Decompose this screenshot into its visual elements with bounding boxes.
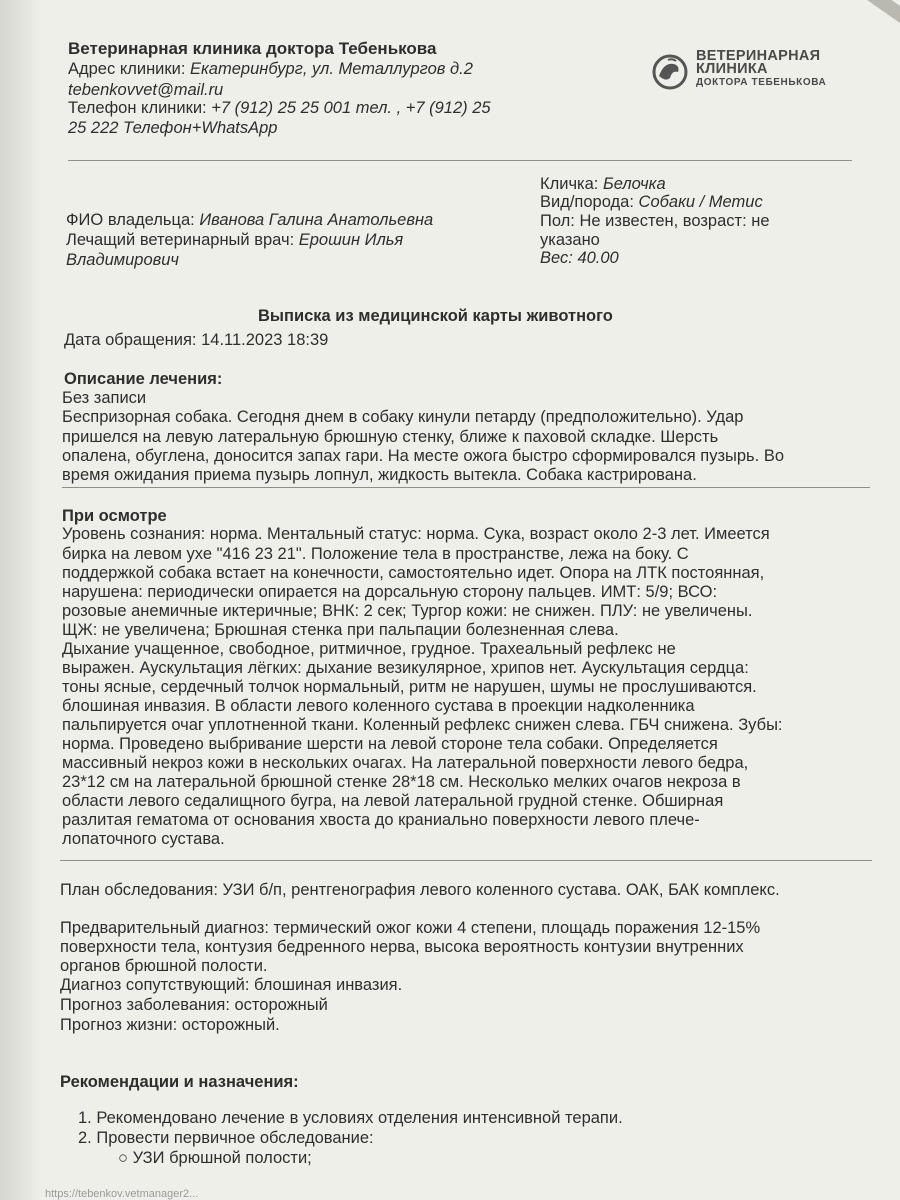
animal-name: Кличка: Белочка: [540, 175, 666, 193]
recommendation-item: 1. Рекомендовано лечение в условиях отделения интенсивной терапи.: [78, 1109, 623, 1127]
exam-line: пальпируется очаг уплотненной ткани. Коленный рефлекс снижен слева. ГБЧ снижена. Зубы:: [62, 716, 783, 734]
treatment-line: опалена, обуглена, доносится запах гари. На месте ожога быстро сформировался пузырь. Во: [62, 447, 784, 465]
recommendations-heading: Рекомендации и назначения:: [60, 1073, 299, 1091]
clinic-phone-line2: 25 222 Телефон+WhatsApp: [68, 119, 278, 137]
divider: [62, 487, 870, 488]
exam-line: поддержкой собака встает на конечности, самостоятельно идет. Опора на ЛТК постоянная,: [62, 564, 765, 582]
animal-weight: Вес: 40.00: [540, 249, 619, 267]
exam-line: лопаточного сустава.: [62, 830, 225, 848]
exam-line: розовые анемичные иктеричные; ВНК: 2 сек; Тургор кожи: не снижен. ПЛУ: не увеличены.: [62, 602, 753, 620]
clinic-name: Ветеринарная клиника доктора Тебенькова: [68, 39, 437, 58]
footer-url: https://tebenkov.vetmanager2...: [45, 1188, 199, 1200]
diagnosis-line: Прогноз заболевания: осторожный: [60, 996, 328, 1014]
exam-line: разлитая гематома от основания хвоста до краниально поверхности левого плече-: [62, 811, 700, 829]
recommendation-subitem: ○ УЗИ брюшной полости;: [118, 1149, 312, 1167]
exam-line: ЩЖ: не увеличена; Брюшная стенка при пальпации болезненная слева.: [62, 621, 619, 639]
exam-line: Дыхание учащенное, свободное, ритмичное, грудное. Трахеальный рефлекс не: [62, 640, 676, 658]
exam-line: области левого седалищного бугра, на левой латеральной грудной стенке. Обширная: [62, 792, 724, 810]
exam-line: выражен. Аускультация лёгких: дыхание везикулярное, хрипов нет. Аускультация сердца:: [62, 659, 749, 677]
animal-sex: Пол: Не известен, возраст: не: [540, 212, 770, 230]
treatment-line: Беспризорная собака. Сегодня днем в собаку кинули петарду (предположительно). Удар: [62, 408, 744, 426]
page-shadow: [0, 0, 42, 1200]
exam-plan: План обследования: УЗИ б/п, рентгенография левого коленного сустава. ОАК, БАК комплекс.: [60, 881, 780, 899]
divider: [68, 160, 852, 161]
diagnosis-line: Прогноз жизни: осторожный.: [60, 1016, 280, 1034]
exam-line: массивный некроз кожи в нескольких очагах. На латеральной поверхности левого бедра,: [62, 754, 749, 772]
clinic-email: tebenkovvet@mail.ru: [68, 81, 224, 99]
recommendation-item: 2. Провести первичное обследование:: [78, 1129, 374, 1147]
diagnosis-line: органов брюшной полости.: [60, 957, 268, 975]
visit-date: Дата обращения: 14.11.2023 18:39: [64, 331, 329, 349]
treatment-line: пришелся на левую латеральную брюшную стенку, ближе к паховой складке. Шерсть: [62, 428, 719, 446]
treatment-line: время ожидания приема пузырь лопнул, жидкость вытекла. Собака кастрирована.: [62, 466, 697, 484]
animal-age: указано: [540, 231, 600, 249]
diagnosis-line: Предварительный диагноз: термический ожог кожи 4 степени, площадь поражения 12-15%: [60, 919, 761, 937]
clinic-phone: Телефон клиники: +7 (912) 25 25 001 тел. , +7 (912) 25: [68, 99, 491, 117]
vet-name-line2: Владимирович: [66, 251, 179, 269]
animal-species: Вид/порода: Собаки / Метис: [540, 193, 763, 211]
divider: [60, 860, 872, 861]
exam-line: 23*12 см на латеральной брюшной стенке 28*18 см. Несколько мелких очагов некроза в: [62, 773, 741, 791]
owner-name: ФИО владельца: Иванова Галина Анатольевна: [66, 211, 434, 229]
exam-line: норма. Проведено выбривание шерсти на левой стороне тела собаки. Определяется: [62, 735, 718, 753]
exam-line: тоны ясные, сердечный толчок нормальный, ритм не нарушен, шумы не прослушиваются.: [62, 678, 757, 696]
exam-line: бирка на левом ухе "416 23 21". Положение тела в пространстве, лежа на боку. С: [62, 545, 689, 563]
clinic-address: Адрес клиники: Екатеринбург, ул. Металлургов д.2: [68, 60, 473, 78]
exam-line: Уровень сознания: норма. Ментальный статус: норма. Сука, возраст около 2-3 лет. Имеется: [62, 525, 770, 543]
exam-line: нарушена: периодически опирается на дорсальную сторону пальцев. ИМТ: 5/9; ВСО:: [62, 583, 718, 601]
exam-heading: При осмотре: [62, 507, 167, 525]
pen-tip: [826, 0, 900, 34]
clinic-logo-text: ВЕТЕРИНАРНАЯ КЛИНИКА ДОКТОРА ТЕБЕНЬКОВА: [696, 48, 827, 88]
treatment-line: Без записи: [62, 389, 147, 407]
bullet-icon: ○: [118, 1149, 128, 1167]
treatment-heading: Описание лечения:: [64, 370, 223, 388]
exam-line: блошиная инвазия. В области левого коленного сустава в проекции надколенника: [62, 697, 695, 715]
vet-name: Лечащий ветеринарный врач: Ерошин Илья: [66, 231, 404, 249]
document-title: Выписка из медицинской карты животного: [258, 307, 613, 325]
diagnosis-line: Диагноз сопутствующий: блошиная инвазия.: [60, 976, 403, 994]
diagnosis-line: поверхности тела, контузия бедренного нерва, высока вероятность контузии внутренних: [60, 938, 744, 956]
